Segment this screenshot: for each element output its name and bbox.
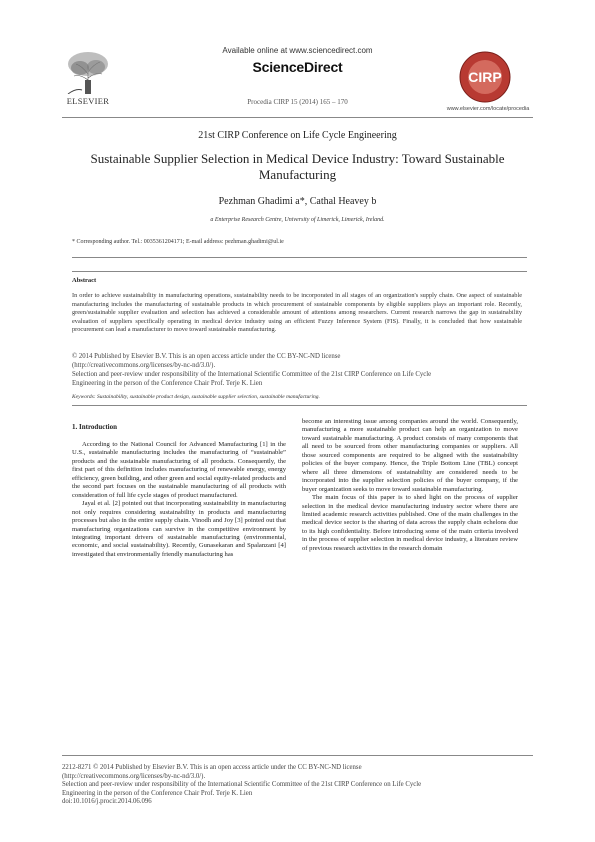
abstract-top-divider xyxy=(72,271,527,272)
author-list: Pezhman Ghadimi a*, Cathal Heavey b xyxy=(218,196,377,207)
corresponding-divider xyxy=(72,257,527,258)
paragraph: Jayal et al. [2] pointed out that incorporating sustainability in manufacturing not only requires considering sustainability in products and manufacturing processes but also in the entire supply chain. Vinodh and Joy [3] pointed out that manufacturing organizations can survive in the competitive environment by integrating important drivers of sustainable manufacturing (environmental, economic, and social sustainability). Recently, Gunasekaran and Spalanzani [4] investigated that environmentally friendly manufacturing has xyxy=(72,500,286,558)
paper-title: Sustainable Supplier Selection in Medical Device Industry: Toward Sustainable Manufacturing xyxy=(90,151,505,182)
journal-reference: Procedia CIRP 15 (2014) 165 – 170 xyxy=(247,98,348,106)
procedia-url[interactable]: www.elsevier.com/locate/procedia xyxy=(446,106,530,112)
footer-review-line-2: Engineering in the person of the Conference Chair Prof. Terje K. Lien xyxy=(62,789,253,797)
cirp-logo xyxy=(459,51,511,103)
elsevier-tree-logo xyxy=(62,50,114,94)
keywords: Keywords: Sustainability, sustainable product design, sustainable supplier selection, sustainable manufacturing. xyxy=(72,394,320,400)
footer-divider xyxy=(62,755,533,756)
footer-review-line: Selection and peer-review under responsibility of the International Scientific Committee of the 21st CIRP Conference on Life Cycle xyxy=(62,781,422,789)
abstract-heading: Abstract xyxy=(72,277,97,284)
footer-block xyxy=(62,764,482,807)
paragraph: The main focus of this paper is to shed light on the process of supplier selection in the medical device manufacturing industry sector where there are limited academic research activities published. One of the main challenges in the medical device sector is the sharing of data across the supply chain echelons due to its high confidentiality. Before introducing some of the main criteria involved in the process of supplier selection in medical device industry, a literature review of previous research activities in the research domain xyxy=(302,494,518,552)
paragraph: According to the National Council for Advanced Manufacturing [1] in the U.S., sustainable manufacturing includes the manufacturing of “sustainable” products and the sustainable manufacturing of all products. Consequently, the first part of this definition includes manufacturing of renewable energy, energy efficiency, green building, and other green and social equity-related products and the second part focuses on the sustainable manufacturing of all products with consideration of full life cycle stages of product manufactured. xyxy=(72,441,286,499)
copyright-block xyxy=(72,352,527,388)
peer-review-line: Selection and peer-review under responsibility of the International Scientific Committee of the 21st CIRP Conference on Life Cycle xyxy=(72,371,432,378)
copyright-line: © 2014 Published by Elsevier B.V. This is an open access article under the CC BY-NC-ND license xyxy=(72,353,341,360)
section-heading-introduction: 1. Introduction xyxy=(72,423,117,431)
license-link[interactable]: (http://creativecommons.org/licenses/by-nc-nd/3.0/). xyxy=(72,362,216,369)
header-divider xyxy=(62,117,533,118)
peer-review-line-2: Engineering in the person of the Conference Chair Prof. Terje K. Lien xyxy=(72,380,263,387)
elsevier-label: ELSEVIER xyxy=(66,96,110,106)
conference-name: 21st CIRP Conference on Life Cycle Engineering xyxy=(198,130,397,141)
paragraph: become an interesting issue among companies around the world. Consequently, manufacturing a more sustainable product can help an organization to move toward sustainable manufacturing. A product consists of many components that all need to be sourced from other manufacturing companies or suppliers. All those sourced components are required to be aligned with the sustainability policies of the buyer company. Hence, the Triple Bottom Line (TBL) concept where all three dimensions of sustainability are considered needs to be incorporated into the supplier selection policies of the buyer company, if the buyer organization seeks to move toward sustainable manufacturing. xyxy=(302,418,518,493)
corresponding-author: * Corresponding author. Tel.: 00353612041​71; E-mail address: pezhman.ghadimi@ul.ie xyxy=(72,239,284,245)
abstract-bottom-divider xyxy=(72,405,527,406)
footer-issn-line: 2212-8271 © 2014 Published by Elsevier B.V. This is an open access article under the CC BY-NC-ND license xyxy=(62,764,362,771)
abstract-body: In order to achieve sustainability in manufacturing operations, sustainability needs to be incorporated in all stages of an organization's supply chain. One aspect of sustainable manufacturing includes the manufacturing of sustainable products in which procurement of sustainable components by eligible suppliers plays an important role. Recently, green/sustainable supplier evaluation and selection has achieved a considerable amount of attentions among researchers. Current research narrows the gap in sustainability evaluation of suppliers specifically operating in medical device industry using an efficient Fuzzy Inference System (FIS). Finally, it is concluded that how sustainable procurement can lead a manufacturer to move toward sustainable manufacturing. xyxy=(72,292,522,334)
sciencedirect-wordmark[interactable]: ScienceDirect xyxy=(252,59,343,75)
availability-note: Available online at www.sciencedirect.com xyxy=(222,46,373,55)
footer-license-link[interactable]: (http://creativecommons.org/licenses/by-nc-nd/3.0/). xyxy=(62,772,206,780)
body-column-right xyxy=(302,418,518,553)
author-affiliation: a Enterprise Research Centre, University of Limerick, Limerick, Ireland. xyxy=(210,217,385,223)
doi[interactable]: doi:10.1016/j.procir.2014.06.096 xyxy=(62,798,152,806)
svg-text:CIRP: CIRP xyxy=(468,69,502,85)
body-column-left xyxy=(72,441,286,559)
